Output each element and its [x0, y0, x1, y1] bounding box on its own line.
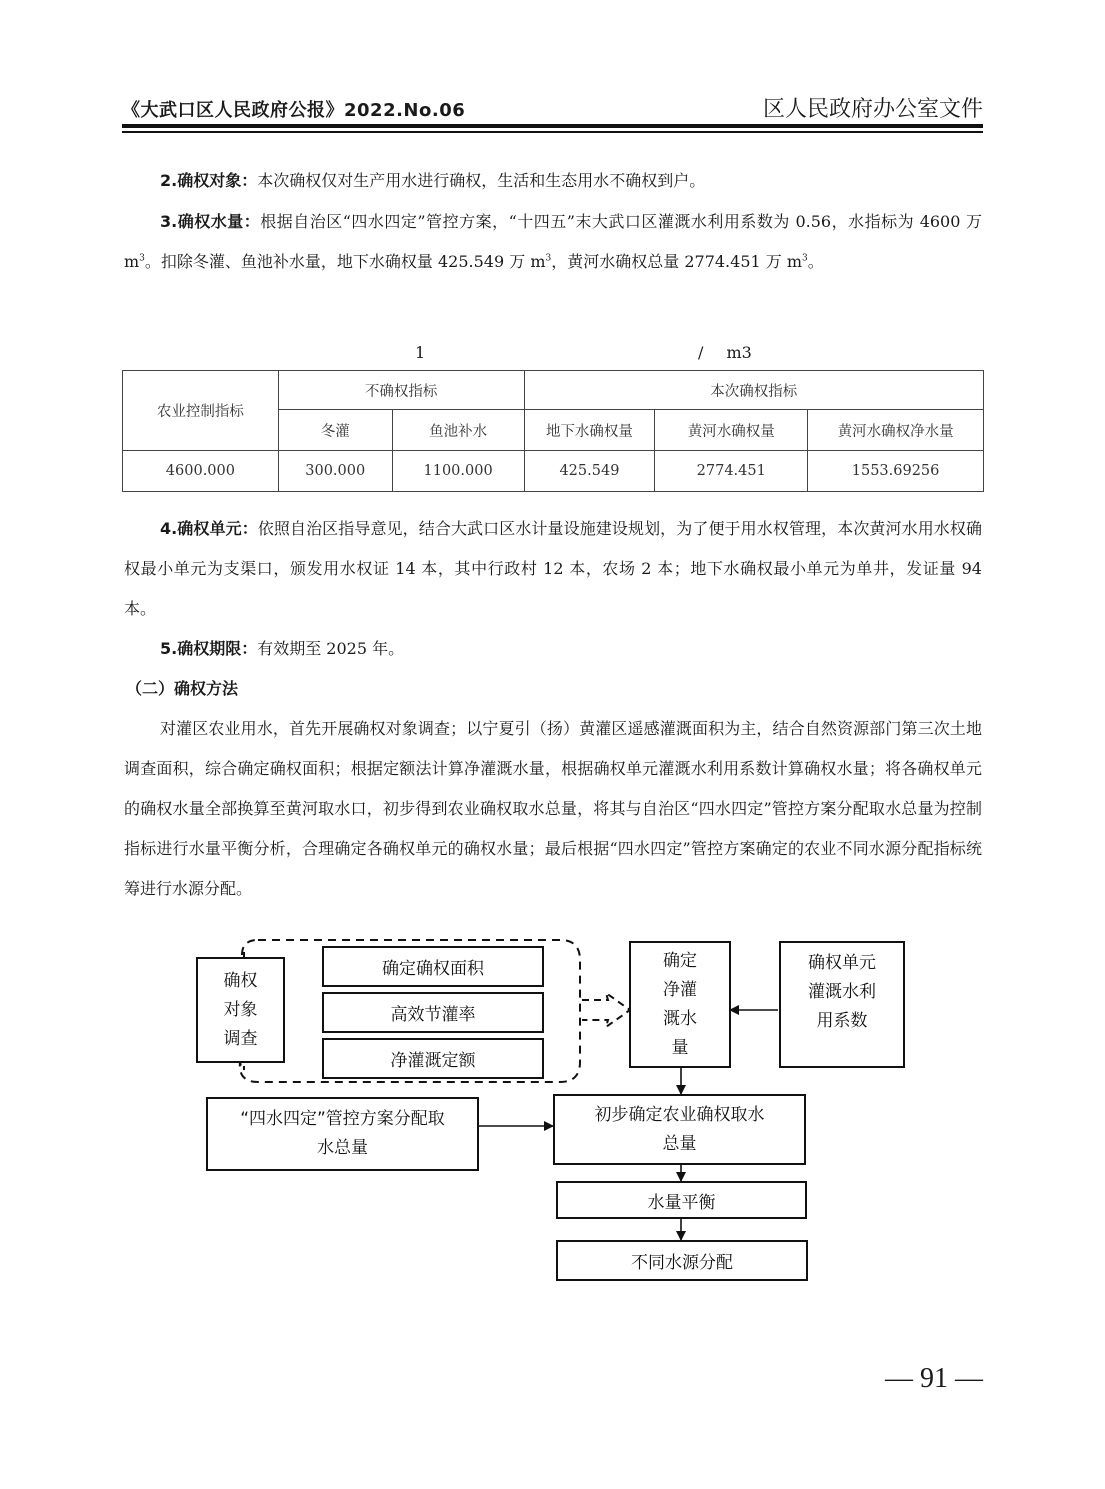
paragraph-text: 。扣除冬灌、鱼池补水量，地下水确权量 425.549 万 m: [144, 252, 546, 271]
table-cell: 425.549: [524, 451, 655, 492]
paragraph-label: 2.确权对象：: [160, 171, 258, 190]
box-balance: 水量平衡: [556, 1181, 807, 1219]
box-sources: 不同水源分配: [556, 1240, 808, 1281]
box-coefficient-line: 用系数: [816, 1011, 868, 1031]
subheader-cell: 地下水确权量: [524, 410, 655, 451]
paragraph-text: ，黄河水确权总量 2774.451 万 m: [551, 252, 803, 271]
table-cell: 4600.000: [123, 451, 279, 492]
subheader-cell: 黄河水确权量: [655, 410, 808, 451]
paragraph-text: 依照自治区指导意见，结合大武口区水计量设施建设规划，为了便于用水权管理，本次黄河水用水权确权最小单元为支渠口，颁发用水权证 14 本，其中行政村 12 本，农场 2 本；地下水确权最小单元为单井，发证量 94 本。: [124, 519, 982, 618]
table-cell: 300.000: [278, 451, 392, 492]
box-preliminary: [553, 1094, 806, 1165]
paragraph-label: 4.确权单元：: [160, 519, 258, 538]
superscript: 3: [139, 253, 145, 264]
header-control: 农业控制指标: [123, 371, 279, 451]
table-cell: 1100.000: [392, 451, 524, 492]
box-net-water-line: 净灌: [663, 979, 697, 1000]
box-survey-line: 调查: [223, 1028, 258, 1049]
box-net-water-line: 量: [671, 1037, 689, 1058]
box-allocation-line: 水总量: [317, 1138, 368, 1158]
box-net-water-line: 溉水: [663, 1008, 697, 1029]
header-group-unconfirmed: 不确权指标: [278, 371, 524, 410]
box-coefficient-line: 确权单元: [808, 953, 876, 973]
header-group-confirmed: 本次确权指标: [524, 371, 983, 410]
paragraph-label: 5.确权期限：: [160, 639, 258, 658]
paragraph-label: 3.确权水量：: [160, 212, 261, 231]
box-survey-line: 对象: [223, 999, 258, 1020]
table-caption-number: 1: [415, 343, 426, 362]
box-area: 确定确权面积: [322, 946, 544, 987]
paragraph-text: 根据自治区“四水四定”管控方案，“十四五”末大武口区灌溉水利用系数为 0.56，水指标为 4600 万 m: [124, 212, 982, 271]
subheader-cell: 鱼池补水: [392, 410, 524, 451]
box-preliminary-line: 总量: [662, 1133, 697, 1154]
box-allocation: [206, 1097, 479, 1171]
box-survey: [196, 957, 285, 1063]
section-title: 区人民政府办公室文件: [762, 97, 983, 122]
table-cell: 2774.451: [655, 451, 808, 492]
superscript: 3: [802, 253, 808, 264]
subheader-cell: 黄河水确权净水量: [808, 410, 984, 451]
table-cell: 1553.69256: [808, 451, 984, 492]
paragraph-text: 有效期至 2025 年。: [257, 639, 405, 658]
page-number: — 91 —: [885, 1363, 983, 1394]
box-allocation-line: “四水四定”管控方案分配取: [240, 1109, 445, 1129]
paragraph-method: 对灌区农业用水，首先开展确权对象调查；以宁夏引（扬）黄灌区遥感灌溉面积为主，结合自然资源部门第三次土地调查面积，综合确定确权面积；根据定额法计算净灌溉水量，根据确权单元灌溉水利用系数计算确权水量；将各确权单元的确权水量全部换算至黄河取水口，初步得到农业确权取水总量，将其与自治区“四水四定”管控方案分配取水总量为控制指标进行水量平衡分析，合理确定各确权单元的确权水量；最后根据“四水四定”管控方案确定的农业不同水源分配指标统筹进行水源分配。: [124, 719, 982, 898]
box-coefficient-line: 灌溉水利: [808, 982, 876, 1002]
box-efficient-irrigation: 高效节灌率: [322, 992, 544, 1033]
box-coefficient: [779, 941, 905, 1068]
paragraph-text: 本次确权仅对生产用水进行确权，生活和生态用水不确权到户。: [257, 171, 706, 190]
superscript: 3: [545, 253, 552, 264]
box-net-water: [629, 941, 731, 1068]
journal-title: 《大武口区人民政府公报》2022.No.06: [122, 100, 466, 121]
section-heading: （二）确权方法: [126, 679, 239, 698]
subheader-cell: 冬灌: [278, 410, 392, 451]
box-preliminary-line: 初步确定农业确权取水: [594, 1104, 765, 1125]
box-quota: 净灌溉定额: [322, 1038, 544, 1079]
table-caption-unit: / m3: [698, 343, 752, 362]
box-survey-line: 确权: [223, 970, 258, 991]
dashed-arrow: [582, 993, 630, 1027]
box-net-water-line: 确定: [663, 950, 697, 971]
paragraph-text: 。: [807, 252, 824, 271]
